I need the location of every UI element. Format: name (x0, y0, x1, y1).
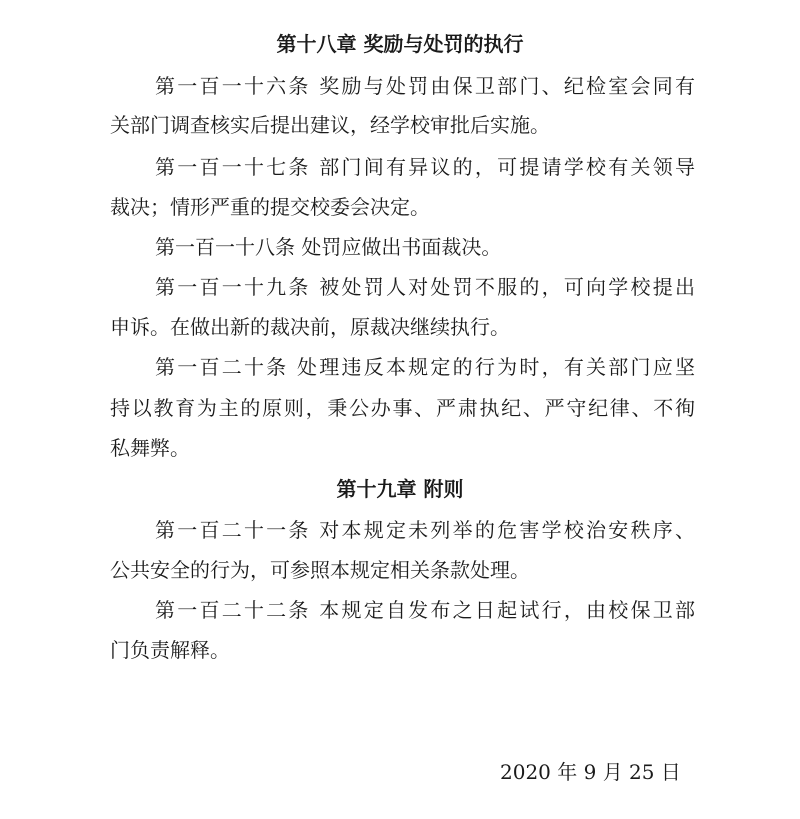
article-120-line-1: 第一百二十条 处理违反本规定的行为时，有关部门应坚 (155, 355, 695, 379)
article-119-line-2: 申诉。在做出新的裁决前，原裁决继续执行。 (110, 315, 510, 339)
article-120-line-3: 私舞弊。 (110, 436, 190, 460)
article-116-line-1: 第一百一十六条 奖励与处罚由保卫部门、纪检室会同有 (155, 74, 695, 98)
article-117-line-2: 裁决；情形严重的提交校委会决定。 (110, 195, 430, 219)
article-121-line-1: 第一百二十一条 对本规定未列举的危害学校治安秩序、 (155, 518, 695, 542)
chapter-19-title: 第十九章 附则 (336, 477, 464, 501)
chapter-18-title: 第十八章 奖励与处罚的执行 (276, 32, 524, 56)
article-117-line-1: 第一百一十七条 部门间有异议的，可提请学校有关领导 (155, 155, 695, 179)
article-118-line-1: 第一百一十八条 处罚应做出书面裁决。 (155, 235, 502, 259)
article-122-line-1: 第一百二十二条 本规定自发布之日起试行，由校保卫部 (155, 598, 695, 622)
issue-date: 2020 年 9 月 25 日 (500, 760, 681, 784)
article-119-line-1: 第一百一十九条 被处罚人对处罚不服的，可向学校提出 (155, 275, 695, 299)
article-120-line-2: 持以教育为主的原则，秉公办事、严肃执纪、严守纪律、不徇 (110, 396, 695, 420)
article-121-line-2: 公共安全的行为，可参照本规定相关条款处理。 (110, 558, 530, 582)
article-116-line-2: 关部门调查核实后提出建议，经学校审批后实施。 (110, 113, 550, 137)
article-122-line-2: 门负责解释。 (110, 638, 230, 662)
